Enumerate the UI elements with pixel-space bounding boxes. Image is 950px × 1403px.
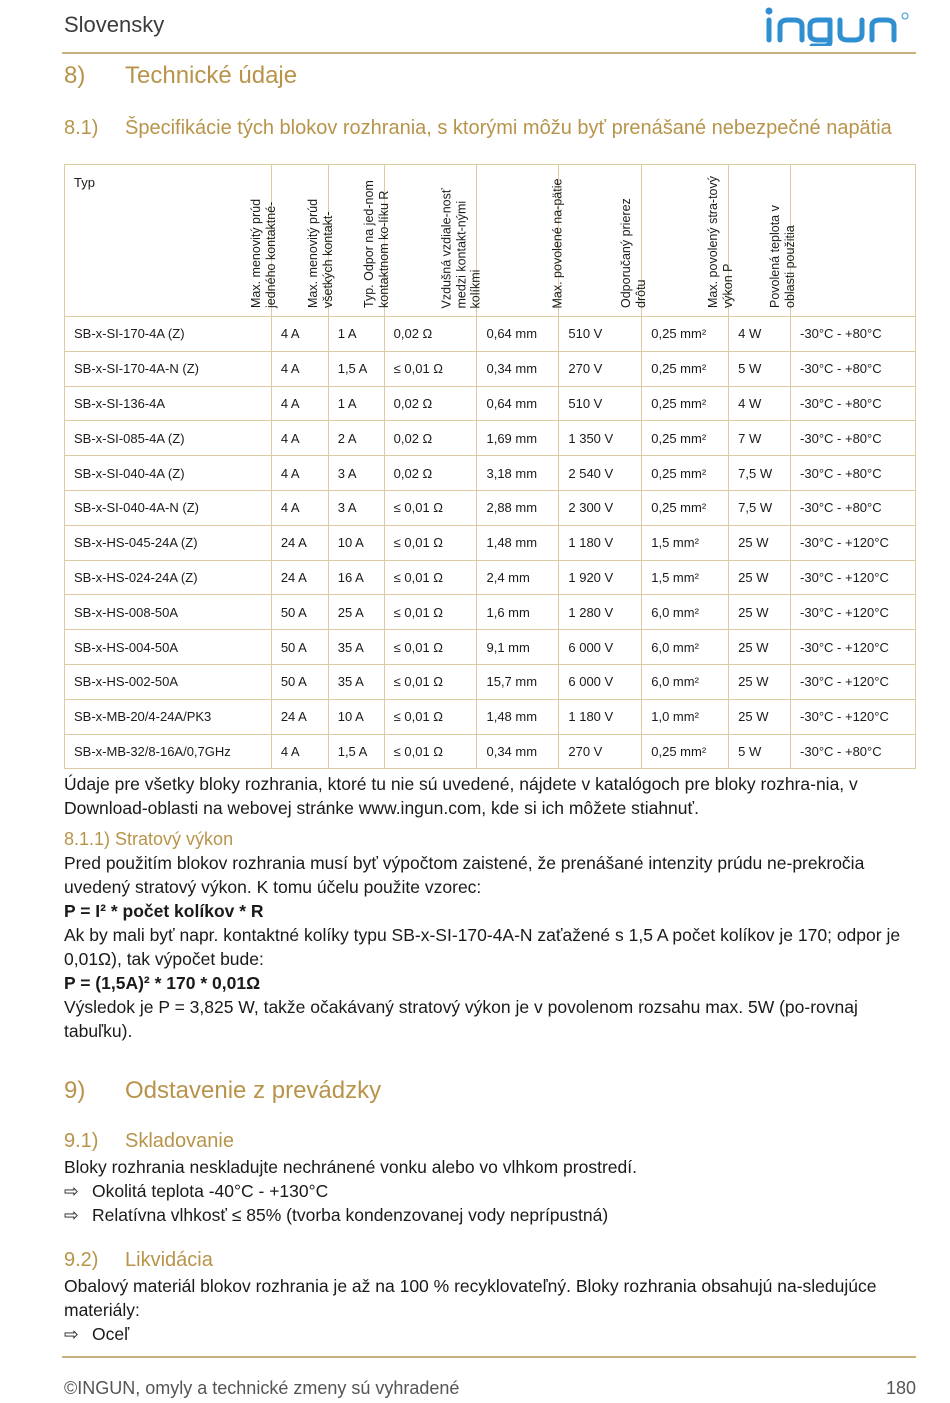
section-8-1-heading [64,116,924,141]
table-cell: 4 A [271,386,328,421]
table-cell: ≤ 0,01 Ω [384,560,477,595]
table-cell: 25 W [729,630,791,665]
header-cell: Typ. Odpor na jed-nom kontaktnom ko-líku R [384,165,477,317]
formula-general: P = I² * počet kolíkov * R [64,901,264,921]
table-cell: 0,34 mm [477,734,559,769]
table-cell-type: SB-x-SI-136-4A [65,386,272,421]
table-cell: 270 V [559,351,642,386]
table-row [65,456,916,491]
ingun-logo [764,6,920,46]
table-cell: 7,5 W [729,490,791,525]
table-cell: ≤ 0,01 Ω [384,490,477,525]
header-language: Slovensky [64,12,165,37]
table-cell: 16 A [328,560,384,595]
table-cell: 2,4 mm [477,560,559,595]
header-cell-type: Typ [65,165,272,317]
table-cell: 24 A [271,525,328,560]
formula-example: P = (1,5A)² * 170 * 0,01Ω [64,973,261,993]
loss-power-result: Výsledok je P = 3,825 W, takže očakávaný stratový výkon je v povolenom rozsahu max. 5W (po-rovnaj tabuľku). [64,997,858,1041]
table-cell: 0,25 mm² [642,317,729,352]
table-cell: 510 V [559,317,642,352]
page-number: 180 [885,1378,916,1398]
table-row [65,421,916,456]
table-cell: -30°C - +80°C [791,456,916,491]
header-rule [62,52,916,54]
table-cell: 0,02 Ω [384,386,477,421]
section-9-1-heading [64,1130,234,1153]
table-cell-type: SB-x-HS-002-50A [65,664,272,699]
table-cell-type: SB-x-HS-004-50A [65,630,272,665]
header-cell: Max. povolený stra-tový výkon P [729,165,791,317]
table-cell: -30°C - +80°C [791,317,916,352]
table-cell: ≤ 0,01 Ω [384,351,477,386]
table-cell-type: SB-x-HS-008-50A [65,595,272,630]
table-cell-type: SB-x-SI-085-4A (Z) [65,421,272,456]
table-cell: ≤ 0,01 Ω [384,595,477,630]
table-cell: 0,25 mm² [642,456,729,491]
section-8-number: 8) [64,62,86,89]
table-note: Údaje pre všetky bloky rozhrania, ktoré tu nie sú uvedené, nájdete v katalógoch pre bloky rozhra-nia, v Download-oblasti na webovej stránke www.ingun.com, kde si ich môžete stiahnuť. [64,774,858,818]
header-cell: Max. menovitý prúd jedného kontaktné- [271,165,328,317]
table-cell: 4 A [271,317,328,352]
section-9-number: 9) [64,1077,86,1104]
section-9-title: Odstavenie z prevádzky [125,1077,382,1104]
storage-text: Bloky rozhrania neskladujte nechránené vonku alebo vo vlhkom prostredí. [64,1157,637,1177]
table-cell: 4 A [271,421,328,456]
table-cell: -30°C - +80°C [791,421,916,456]
table-cell-type: SB-x-MB-20/4-24A/PK3 [65,699,272,734]
table-cell: 2 540 V [559,456,642,491]
table-cell: 6,0 mm² [642,595,729,630]
table-cell: 1,48 mm [477,525,559,560]
table-cell: 7 W [729,421,791,456]
section-8-title: Technické údaje [125,62,298,89]
table-cell: 15,7 mm [477,664,559,699]
list-item [64,1322,129,1346]
table-cell-type: SB-x-HS-024-24A (Z) [65,560,272,595]
table-cell: 4 A [271,734,328,769]
table-cell: 6,0 mm² [642,630,729,665]
table-header-row [65,165,916,317]
loss-power-intro: Pred použitím blokov rozhrania musí byť výpočtom zaistené, že prenášané intenzity prúdu ne-prekročia uvedený stratový výkon. K tomu účelu použite vzorec: [64,853,865,897]
section-8-1-title: Špecifikácie tých blokov rozhrania, s ktorými môžu byť prenášané nebezpečné napätia [125,117,892,139]
table-cell: 0,02 Ω [384,317,477,352]
section-9-2-heading [64,1249,213,1272]
table-cell: 0,25 mm² [642,490,729,525]
table-cell: 1,5 mm² [642,525,729,560]
table-cell: 9,1 mm [477,630,559,665]
table-cell: 5 W [729,734,791,769]
table-cell: 25 W [729,595,791,630]
table-cell: 1,0 mm² [642,699,729,734]
table-row [65,386,916,421]
table-cell: ≤ 0,01 Ω [384,699,477,734]
disposal-bullet-steel: Oceľ [92,1324,130,1344]
table-cell: 0,64 mm [477,386,559,421]
table-cell: 25 W [729,525,791,560]
table-cell-type: SB-x-MB-32/8-16A/0,7GHz [65,734,272,769]
table-cell: 10 A [328,525,384,560]
table-cell: 4 A [271,490,328,525]
list-item [64,1179,328,1203]
table-cell: 3,18 mm [477,456,559,491]
table-cell: 0,02 Ω [384,456,477,491]
table-cell: -30°C - +80°C [791,734,916,769]
table-cell: 4 W [729,386,791,421]
disposal-text: Obalový materiál blokov rozhrania je až na 100 % recyklovateľný. Bloky rozhrania obsahujú na-sledujúce materiály: [64,1276,877,1320]
table-cell-type: SB-x-SI-170-4A-N (Z) [65,351,272,386]
table-cell: -30°C - +80°C [791,490,916,525]
table-cell: 1,6 mm [477,595,559,630]
table-cell: 1 920 V [559,560,642,595]
table-cell: 25 A [328,595,384,630]
section-8-1-number: 8.1) [64,117,99,139]
table-cell: 25 W [729,699,791,734]
table-cell: 35 A [328,664,384,699]
arrow-right-icon: ⇨ [64,1324,79,1344]
table-cell: -30°C - +80°C [791,386,916,421]
table-cell: ≤ 0,01 Ω [384,734,477,769]
arrow-right-icon: ⇨ [64,1181,79,1201]
section-9-2-title: Likvidácia [125,1249,213,1271]
table-cell: 5 W [729,351,791,386]
table-cell: 510 V [559,386,642,421]
table-cell: 3 A [328,490,384,525]
table-cell: 270 V [559,734,642,769]
table-cell: 25 W [729,560,791,595]
table-cell: 4 W [729,317,791,352]
table-row [65,351,916,386]
table-cell: 1,48 mm [477,699,559,734]
table-cell: 1 180 V [559,699,642,734]
table-cell: 3 A [328,456,384,491]
table-cell: 1 A [328,317,384,352]
table-cell: 0,25 mm² [642,421,729,456]
table-cell: 0,64 mm [477,317,559,352]
header-cell: Max. menovitý prúd všetkých kontakt- [328,165,384,317]
table-cell: 1,5 mm² [642,560,729,595]
footer-copyright: ©INGUN, omyly a technické zmeny sú vyhradené [64,1378,460,1398]
table-cell: -30°C - +120°C [791,664,916,699]
section-8-heading [64,62,297,90]
table-row [65,317,916,352]
table-row [65,595,916,630]
table-cell-type: SB-x-HS-045-24A (Z) [65,525,272,560]
list-item [64,1203,608,1227]
arrow-right-icon: ⇨ [64,1205,79,1225]
table-cell: 2 A [328,421,384,456]
table-cell: 0,25 mm² [642,351,729,386]
table-cell: 6 000 V [559,664,642,699]
table-cell-type: SB-x-SI-040-4A-N (Z) [65,490,272,525]
table-cell-type: SB-x-SI-040-4A (Z) [65,456,272,491]
table-cell: 24 A [271,560,328,595]
table-cell: 50 A [271,664,328,699]
section-8-1-1-heading: 8.1.1) Stratový výkon [64,829,234,849]
table-row [65,734,916,769]
table-cell: 2 300 V [559,490,642,525]
table-cell: 0,34 mm [477,351,559,386]
table-cell: ≤ 0,01 Ω [384,525,477,560]
table-cell: -30°C - +120°C [791,699,916,734]
header-cell: Odporučaný prierez drôtu [642,165,729,317]
table-cell: 6,0 mm² [642,664,729,699]
table-cell: 2,88 mm [477,490,559,525]
header-cell: Vzdušná vzdiale-nosť medzi kontakt-nými kolíkmi [477,165,559,317]
table-cell: -30°C - +120°C [791,560,916,595]
loss-power-example: Ak by mali byť napr. kontaktné kolíky typu SB-x-SI-170-4A-N zaťažené s 1,5 A počet kolíkov je 170; odpor je 0,01Ω), tak výpočet bude: [64,925,901,969]
table-row [65,630,916,665]
table-cell: 1 280 V [559,595,642,630]
table-row [65,525,916,560]
table-cell: 24 A [271,699,328,734]
table-cell: -30°C - +120°C [791,595,916,630]
table-cell: 1,5 A [328,351,384,386]
table-cell: -30°C - +120°C [791,630,916,665]
table-row [65,699,916,734]
table-cell: 1,69 mm [477,421,559,456]
storage-bullet-humidity: Relatívna vlhkosť ≤ 85% (tvorba kondenzovanej vody neprípustná) [92,1205,609,1225]
table-cell: 50 A [271,595,328,630]
table-cell: 6 000 V [559,630,642,665]
table-row [65,664,916,699]
section-9-1-title: Skladovanie [125,1130,234,1152]
storage-bullet-temperature: Okolitá teplota -40°C - +130°C [92,1181,329,1201]
header-cell: Povolená teplota v oblasti použitia [791,165,916,317]
table-cell: -30°C - +120°C [791,525,916,560]
table-cell: 0,25 mm² [642,386,729,421]
table-cell: 1 180 V [559,525,642,560]
section-9-1-number: 9.1) [64,1130,99,1152]
section-9-heading [64,1077,381,1105]
table-cell: 0,02 Ω [384,421,477,456]
table-cell: 0,25 mm² [642,734,729,769]
table-cell: 10 A [328,699,384,734]
table-cell: ≤ 0,01 Ω [384,630,477,665]
footer-rule [62,1356,916,1358]
table-cell: 1 350 V [559,421,642,456]
header-cell: Max. povolené na-pätie [559,165,642,317]
table-cell: 7,5 W [729,456,791,491]
section-9-2-number: 9.2) [64,1249,99,1271]
table-cell-type: SB-x-SI-170-4A (Z) [65,317,272,352]
table-cell: 35 A [328,630,384,665]
table-cell: 4 A [271,456,328,491]
table-row [65,490,916,525]
table-cell: 25 W [729,664,791,699]
table-cell: 1,5 A [328,734,384,769]
table-cell: ≤ 0,01 Ω [384,664,477,699]
spec-table [64,164,916,769]
table-cell: 4 A [271,351,328,386]
table-row [65,560,916,595]
table-cell: 1 A [328,386,384,421]
table-cell: -30°C - +80°C [791,351,916,386]
table-cell: 50 A [271,630,328,665]
